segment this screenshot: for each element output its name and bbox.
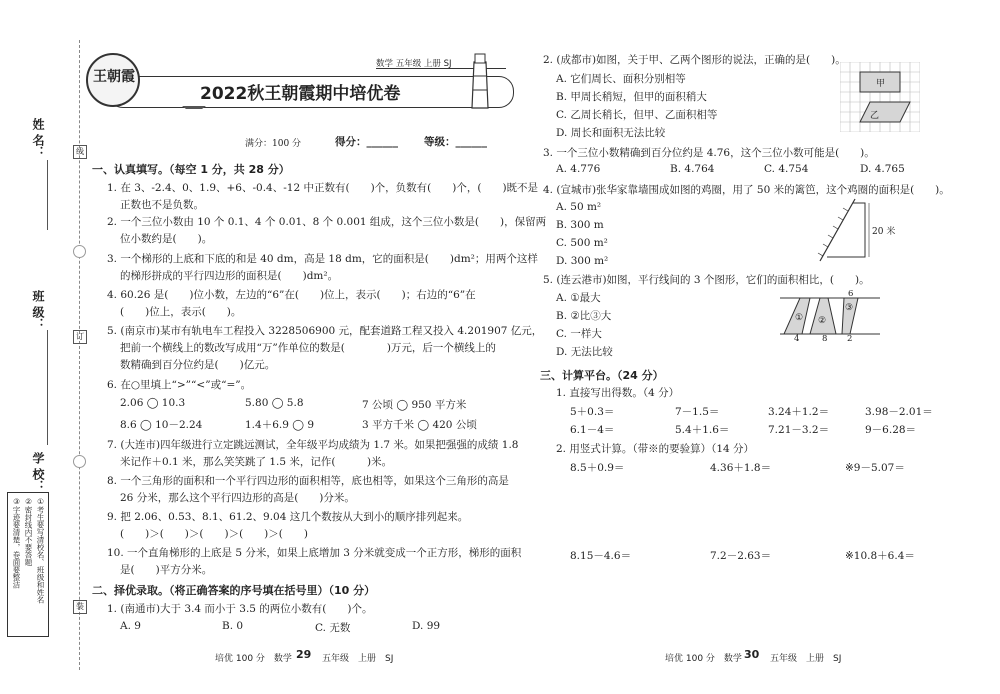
calc-item: 9－6.28＝: [865, 424, 917, 436]
notice-line: ②密封线内不要答题: [24, 497, 33, 566]
page-title: 2022秋王朝霞期中培优卷: [200, 84, 401, 104]
exam-notice-box: [7, 492, 49, 637]
sub-heading: 2. 用竖式计算。（带※的要验算）（14 分）: [556, 443, 755, 455]
chicken-pen-figure: [815, 195, 875, 265]
option-d: D. 周长和面积无法比较: [556, 127, 666, 139]
school-label: 学 校：: [31, 452, 45, 493]
option-a: A. 它们周长、面积分别相等: [556, 73, 686, 85]
option-b: B. 0: [222, 620, 244, 632]
compare-item: 1.4＋6.9 ◯ 9: [245, 419, 315, 431]
lighthouse-icon: [460, 50, 500, 110]
section-heading: 二、择优录取。（将正确答案的序号填在括号里）（10 分）: [92, 584, 376, 597]
calc-item: 3.24＋1.2＝: [768, 406, 830, 418]
question-text: 位小数约是( )。: [120, 233, 213, 245]
question-text: 6. 在○里填上“>”“<”或“=”。: [107, 379, 252, 391]
notice-line: ③字迹要清楚，卷面要整洁: [12, 497, 21, 589]
binding-tag-line: 线: [73, 145, 87, 159]
label-jia: 甲: [876, 79, 886, 89]
section-heading: 三、计算平台。（24 分）: [540, 369, 664, 382]
option-b: B. 4.764: [670, 163, 715, 175]
name-line: [47, 160, 48, 230]
subject-info: 数学 五年级 上册 SJ: [376, 59, 452, 69]
option-a: A. 9: [120, 620, 141, 632]
option-c: C. 4.754: [764, 163, 809, 175]
dim-top: 6: [848, 289, 854, 299]
option-c: C. 无数: [315, 622, 351, 634]
label-shape-1: ①: [795, 313, 804, 323]
compare-item: 3 平方千米 ◯ 420 公顷: [362, 419, 477, 431]
punch-hole-icon: [73, 455, 86, 468]
class-label: 班 级：: [31, 290, 45, 331]
calc-item: 3.98－2.01＝: [865, 406, 933, 418]
question-text: 5. (南京市)某市有轨电车工程投入 3228506900 元，配套道路工程又投入 4.201907 亿元，: [107, 325, 543, 337]
calc-item: 6.1－4＝: [570, 424, 615, 436]
question-text: 10. 一个直角梯形的上底是 5 分米，如果上底增加 3 分米就变成一个正方形，梯形的面积: [107, 547, 522, 559]
question-text: 8. 一个三角形的面积和一个平行四边形的面积相等，底也相等，如果这个三角形的高是: [107, 475, 509, 487]
calc-item: 5.4＋1.6＝: [675, 424, 730, 436]
label-shape-2: ②: [818, 316, 827, 326]
question-text: 正数也不是负数。: [120, 199, 204, 211]
footer-text: 培优 100 分 数学: [215, 654, 292, 664]
question-text: 5. (连云港市)如图，平行线间的 3 个图形，它们的面积相比，( )。: [543, 274, 870, 286]
question-text: ( )位上，表示( )。: [120, 306, 242, 318]
question-text: 4. (宣城市)张华家靠墙围成如图的鸡圈，用了 50 米的篱笆，这个鸡圈的面积是( )。: [543, 184, 950, 196]
question-text: 4. 60.26 是( )位小数，左边的“6”在( )位上，表示( )；右边的“6”在: [107, 289, 476, 301]
question-text: 7. (大连市)四年级进行立定跳远测试，全年级平均成绩为 1.7 米。如果把强强的成绩 1.8: [107, 439, 519, 451]
question-text: 9. 把 2.06、0.53、8.1、61.2、9.04 这几个数按从大到小的顺序排列起来。: [107, 511, 469, 523]
name-label: 姓 名：: [31, 118, 45, 159]
compare-item: 7 公顷 ◯ 950 平方米: [362, 399, 467, 411]
calc-item: 5＋0.3＝: [570, 406, 615, 418]
boat-icon: [180, 100, 210, 110]
dim-b2: 8: [822, 334, 828, 344]
question-text: 3. 一个三位小数精确到百分位约是 4.76，这个三位小数可能是( )。: [543, 147, 875, 159]
compare-item: 8.6 ◯ 10－2.24: [120, 419, 203, 431]
question-text: 26 分米，那么这个平行四边形的高是( )分米。: [120, 492, 355, 504]
compare-item: 2.06 ◯ 10.3: [120, 397, 186, 409]
dim-b1: 4: [794, 334, 800, 344]
footer-text: 五年级 上册 SJ: [770, 654, 842, 664]
score-field[interactable]: 得分：______: [335, 136, 398, 148]
option-a: A. 4.776: [556, 163, 601, 175]
option-d: D. 99: [412, 620, 441, 632]
grid-figure: [840, 62, 920, 132]
option-d: D. 300 m²: [556, 255, 609, 267]
question-text: 是( )平方分米。: [120, 564, 213, 576]
question-text: 把前一个横线上的数改写成用“万”作单位的数是( )万元，后一个横线上的: [120, 342, 496, 354]
vertical-calc: 8.5＋0.9＝: [570, 462, 625, 474]
calc-item: 7－1.5＝: [675, 406, 720, 418]
option-b: B. ②比③大: [556, 310, 612, 322]
vertical-calc: 8.15－4.6＝: [570, 550, 632, 562]
height-label: 20 米: [872, 227, 896, 237]
binding-tag-seal: 订: [73, 330, 87, 344]
dim-b3: 2: [847, 334, 853, 344]
question-text: 数精确到百分位约是( )亿元。: [120, 359, 276, 371]
option-c: C. 500 m²: [556, 237, 608, 249]
label-shape-3: ③: [845, 303, 854, 313]
page-number: 29: [296, 648, 312, 661]
shape-yi: [860, 102, 910, 122]
option-d: D. 无法比较: [556, 346, 613, 358]
cut-line: [79, 40, 80, 670]
question-text: 2. (成都市)如图，关于甲、乙两个图形的说法，正确的是( )。: [543, 54, 846, 66]
option-c: C. 乙周长稍长，但甲、乙面积相等: [556, 109, 718, 121]
option-c: C. 一样大: [556, 328, 602, 340]
sub-heading: 1. 直接写出得数。（4 分）: [556, 387, 680, 399]
option-b: B. 300 m: [556, 219, 604, 231]
question-text: 1. 在 3、-2.4、0、1.9、+6、-0.4、-12 中正数有( )个，负数有( )个，( )既不是: [107, 182, 539, 194]
footer-text: 培优 100 分 数学: [665, 654, 742, 664]
full-score: 满分：100 分: [245, 139, 302, 149]
option-d: D. 4.765: [860, 163, 905, 175]
label-yi: 乙: [870, 111, 880, 121]
question-text: 3. 一个梯形的上底和下底的和是 40 dm，高是 18 dm，它的面积是( )dm²；用两个这样: [107, 253, 538, 265]
section-heading: 一、认真填写。（每空 1 分，共 28 分）: [92, 163, 290, 176]
logo-text: 王朝霞: [93, 69, 135, 85]
footer-text: 五年级 上册 SJ: [322, 654, 394, 664]
question-text: 2. 一个三位小数由 10 个 0.1、4 个 0.01、8 个 0.001 组成，这个三位小数是( )，保留两: [107, 216, 547, 228]
vertical-calc: ※10.8＋6.4＝: [845, 550, 915, 562]
calc-item: 7.21－3.2＝: [768, 424, 830, 436]
punch-hole-icon: [73, 245, 86, 258]
compare-item: 5.80 ◯ 5.8: [245, 397, 304, 409]
vertical-calc: 7.2－2.63＝: [710, 550, 772, 562]
question-text: 米记作＋0.1 米，那么笑笑跳了 1.5 米，记作( )米。: [120, 456, 393, 468]
class-line: [47, 330, 48, 390]
option-a: A. ①最大: [556, 292, 601, 304]
notice-line: ①考生要写清校名、班级和姓名: [36, 497, 45, 604]
question-text: ( )＞( )＞( )＞( )＞( ): [120, 528, 308, 540]
page-number: 30: [744, 648, 760, 661]
vertical-calc: ※9－5.07＝: [845, 462, 905, 474]
binding-margin: [0, 0, 88, 694]
question-text: 的梯形拼成的平行四边形的面积是( )dm²。: [120, 270, 339, 282]
vertical-calc: 4.36＋1.8＝: [710, 462, 772, 474]
question-text: 1. (南通市)大于 3.4 而小于 3.5 的两位小数有( )个。: [107, 603, 373, 615]
grade-field[interactable]: 等级：______: [424, 136, 487, 148]
option-a: A. 50 m²: [556, 201, 602, 213]
option-b: B. 甲周长稍短，但甲的面积稍大: [556, 91, 707, 103]
binding-tag-bind: 装: [73, 600, 87, 614]
school-line: [47, 385, 48, 445]
